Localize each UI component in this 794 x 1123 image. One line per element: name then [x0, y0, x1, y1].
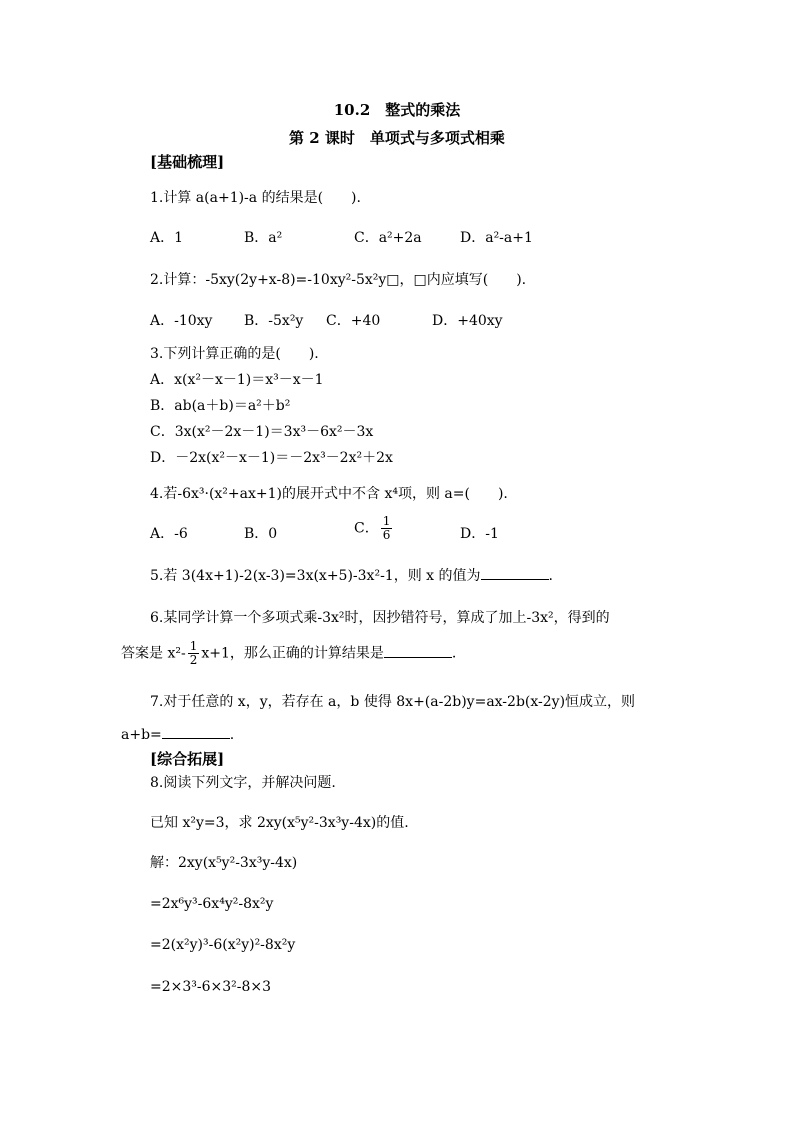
period: . [451, 645, 457, 662]
solution-step-3: =2×3³-6×3²-8×3 [150, 979, 272, 995]
question-1-stem: 1.计算 a(a+1)-a 的结果是( ). [150, 190, 361, 206]
q2-option-c: C．+40 [326, 313, 381, 329]
question-2-stem: 2.计算：-5xy(2y+x-8)=-10xy²-5x²y□，□内应填写( ). [150, 272, 527, 288]
fraction-denominator: 6 [382, 528, 391, 542]
answer-blank[interactable] [481, 567, 549, 580]
q4-option-a: A．-6 [150, 526, 188, 542]
q1-option-d: D．a²-a+1 [460, 230, 533, 246]
section-extend: [综合拓展] [150, 750, 225, 768]
q1-option-c: C．a²+2a [354, 230, 422, 246]
solution-line: 解：2xy(x⁵y²-3x³y-4x) [150, 855, 298, 871]
answer-blank[interactable] [162, 726, 230, 739]
q3-option-b: B．ab(a＋b)＝a²＋b² [150, 398, 291, 414]
question-8-given: 已知 x²y=3，求 2xy(x⁵y²-3x³y-4x)的值. [150, 815, 409, 831]
question-6-line-2 [121, 640, 456, 667]
page-title: 10.2 整式的乘法 [333, 101, 461, 119]
section-basic: [基础梳理] [150, 153, 225, 171]
q2-option-b: B．-5x²y [244, 313, 304, 329]
q2-option-a: A．-10xy [150, 313, 213, 329]
q4-option-d: D．-1 [460, 526, 499, 542]
q2-option-d: D．+40xy [432, 313, 503, 329]
q3-option-c: C．3x(x²－2x－1)＝3x³－6x²－3x [150, 424, 374, 440]
answer-blank[interactable] [384, 645, 452, 658]
fraction-numerator: 1 [189, 639, 198, 653]
question-7-line-2 [121, 726, 234, 744]
q4-option-c [354, 515, 394, 542]
q3-option-a: A．x(x²－x－1)＝x³－x－1 [150, 372, 324, 388]
question-6-line-1: 6.某同学计算一个多项式乘-3x²时，因抄错符号，算成了加上-3x²，得到的 [150, 610, 610, 626]
question-4-stem: 4.若-6x³·(x²+ax+1)的展开式中不含 x⁴项，则 a=( ). [150, 486, 508, 502]
question-5 [150, 567, 553, 585]
question-6-text-pre: 答案是 x²- [121, 645, 186, 662]
q1-option-a: A．1 [150, 230, 184, 246]
question-7-text: a+b= [121, 727, 162, 743]
q4-option-b: B．0 [244, 526, 278, 542]
question-8-stem: 8.阅读下列文字，并解决问题. [150, 775, 336, 791]
question-7-line-1: 7.对于任意的 x，y，若存在 a，b 使得 8x+(a-2b)y=ax-2b(x-2y)恒成立，则 [150, 694, 636, 710]
question-6-text-post: x+1，那么正确的计算结果是 [201, 645, 384, 662]
q4-option-c-fraction [381, 515, 393, 542]
question-5-stem: 5.若 3(4x+1)-2(x-3)=3x(x+5)-3x²-1，则 x 的值为 [150, 568, 481, 584]
period: . [229, 727, 235, 743]
q3-option-d: D．－2x(x²－x－1)＝－2x³－2x²＋2x [150, 450, 393, 466]
question-6-fraction [188, 640, 200, 667]
fraction-denominator: 2 [189, 653, 198, 667]
question-3-stem: 3.下列计算正确的是( ). [150, 346, 319, 362]
q4-option-c-label: C． [354, 520, 379, 537]
page-subtitle: 第 2 课时 单项式与多项式相乘 [289, 129, 505, 147]
fraction-numerator: 1 [382, 514, 391, 528]
period: . [548, 568, 553, 584]
solution-step-2: =2(x²y)³-6(x²y)²-8x²y [150, 937, 296, 953]
solution-step-1: =2x⁶y³-6x⁴y²-8x²y [150, 896, 274, 912]
q1-option-b: B．a² [244, 230, 283, 246]
